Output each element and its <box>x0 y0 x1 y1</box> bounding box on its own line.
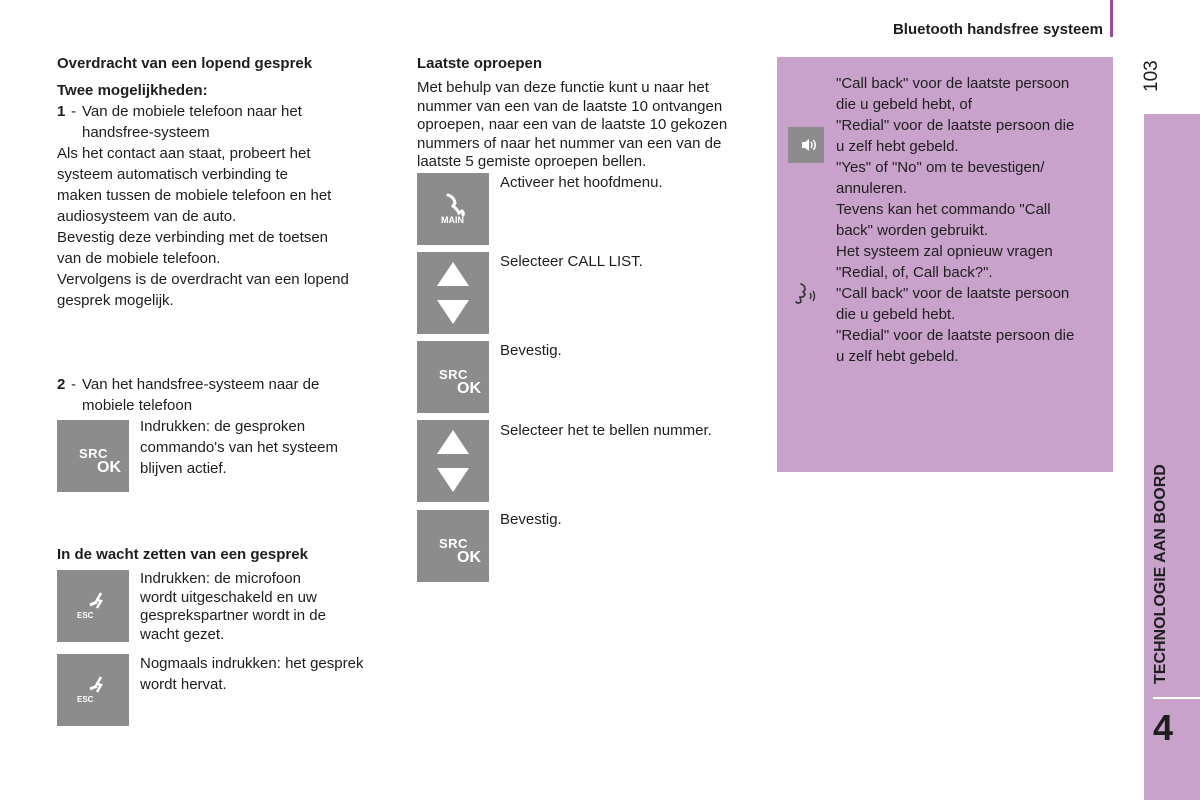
desc-line: blijven actief. <box>140 460 227 477</box>
para-line: audiosysteem van de auto. <box>57 208 237 225</box>
voice-line: "Call back" voor de laatste persoon <box>836 75 1070 92</box>
intro-line: oproepen, naar een van de laatste 10 gekozen <box>417 116 728 133</box>
option-2-line2: mobiele telefoon <box>82 397 193 414</box>
up-down-button[interactable] <box>417 252 489 334</box>
option-2 <box>57 374 397 416</box>
transfer-heading: Overdracht van een lopend gesprek <box>57 55 313 72</box>
main-menu-button[interactable] <box>417 173 489 245</box>
phone-main-icon <box>417 173 489 245</box>
transfer-paragraph <box>57 143 402 311</box>
desc-line: wordt hervat. <box>140 676 227 693</box>
option-1-line1: Van de mobiele telefoon naar het <box>82 103 302 120</box>
desc-line: commando's van het systeem <box>140 439 338 456</box>
para-line: Als het contact aan staat, probeert het <box>57 145 311 162</box>
voice-line: u zelf hebt gebeld. <box>836 138 959 155</box>
voice-line: u zelf hebt gebeld. <box>836 348 959 365</box>
option-1 <box>57 101 397 143</box>
src-ok-description <box>140 416 400 479</box>
options-subheading: Twee mogelijkheden: <box>57 82 208 99</box>
option-1-dash: - <box>71 103 76 120</box>
voice-line: die u gebeld hebt. <box>836 306 956 323</box>
option-1-line2: handsfree-systeem <box>82 124 210 141</box>
desc-line: Indrukken: de microfoon <box>140 570 301 587</box>
chapter-tab-divider <box>1153 697 1200 699</box>
resume-description <box>140 653 410 695</box>
step-confirm: Bevestig. <box>500 342 562 359</box>
voice-line: "Redial" voor de laatste persoon die <box>836 327 1075 344</box>
esc-resume-button[interactable] <box>57 654 129 726</box>
voice-line: "Redial, of, Call back?". <box>836 264 993 281</box>
page-number: 103 <box>1141 60 1162 92</box>
desc-line: Nogmaals indrukken: het gesprek <box>140 655 364 672</box>
up-down-arrows-icon <box>417 420 489 502</box>
option-2-number: 2 <box>57 376 66 393</box>
voice-commands-text <box>836 73 1111 367</box>
option-2-line1: Van het handsfree-systeem naar de <box>82 376 320 393</box>
up-down-button[interactable] <box>417 420 489 502</box>
voice-line: "Call back" voor de laatste persoon <box>836 285 1070 302</box>
src-ok-confirm-button[interactable]: SRC OK <box>417 510 489 582</box>
para-line: Vervolgens is de overdracht van een lopend <box>57 271 349 288</box>
main-label: MAIN <box>441 215 464 225</box>
mute-description <box>140 570 400 644</box>
para-line: Bevestig deze verbinding met de toetsen <box>57 229 329 246</box>
step-call-list: Selecteer CALL LIST. <box>500 253 643 270</box>
header-accent-bar <box>1110 0 1113 37</box>
intro-line: nummers of naar het nummer van een van de <box>417 134 722 152</box>
esc-mute-button[interactable] <box>57 570 129 642</box>
desc-line: gesprekspartner wordt in de <box>140 607 326 624</box>
step-confirm-2: Bevestig. <box>500 511 562 528</box>
voice-line: "Redial" voor de laatste persoon die <box>836 117 1075 134</box>
voice-line: die u gebeld hebt, of <box>836 96 972 113</box>
para-line: systeem automatisch verbinding te <box>57 166 288 183</box>
voice-command-icon <box>788 127 824 163</box>
intro-line: Met behulp van deze functie kunt u naar het <box>417 79 709 96</box>
step-main-menu: Activeer het hoofdmenu. <box>500 174 663 191</box>
esc-label: ESC <box>77 611 94 620</box>
section-title: Bluetooth handsfree systeem <box>892 21 1103 38</box>
para-line: maken tussen de mobiele telefoon en het <box>57 187 332 204</box>
src-ok-button[interactable]: SRC OK <box>57 420 129 492</box>
chapter-number: 4 <box>1153 707 1174 748</box>
voice-line: back" worden gebruikt. <box>836 222 989 239</box>
up-down-arrows-icon <box>417 252 489 334</box>
src-ok-confirm-button[interactable]: SRC OK <box>417 341 489 413</box>
voice-line: annuleren. <box>836 180 907 197</box>
desc-line: wacht gezet. <box>140 625 225 643</box>
intro-line: laatste 5 gemiste oproepen bellen. <box>417 153 647 170</box>
esc-label: ESC <box>77 695 94 704</box>
desc-line: wordt uitgeschakeld en uw <box>140 588 317 606</box>
speaking-head-icon <box>792 280 822 310</box>
hold-heading: In de wacht zetten van een gesprek <box>57 546 308 563</box>
recent-calls-heading: Laatste oproepen <box>417 55 543 72</box>
mic-mute-icon <box>57 654 129 726</box>
para-line: van de mobiele telefoon. <box>57 250 221 267</box>
option-2-dash: - <box>71 376 76 393</box>
option-1-number: 1 <box>57 103 66 120</box>
voice-line: Tevens kan het commando "Call <box>836 201 1051 218</box>
voice-line: "Yes" of "No" om te bevestigen/ <box>836 159 1045 176</box>
para-line: gesprek mogelijk. <box>57 292 174 309</box>
voice-command-button[interactable] <box>788 127 824 163</box>
recent-calls-intro <box>417 79 762 172</box>
voice-line: Het systeem zal opnieuw vragen <box>836 243 1053 260</box>
intro-line: nummer van een van de laatste 10 ontvangen <box>417 97 723 115</box>
mic-mute-icon <box>57 570 129 642</box>
chapter-tab-label: TECHNOLOGIE AAN BOORD <box>1152 464 1169 684</box>
step-select-number: Selecteer het te bellen nummer. <box>500 422 712 439</box>
desc-line: Indrukken: de gesproken <box>140 418 306 435</box>
